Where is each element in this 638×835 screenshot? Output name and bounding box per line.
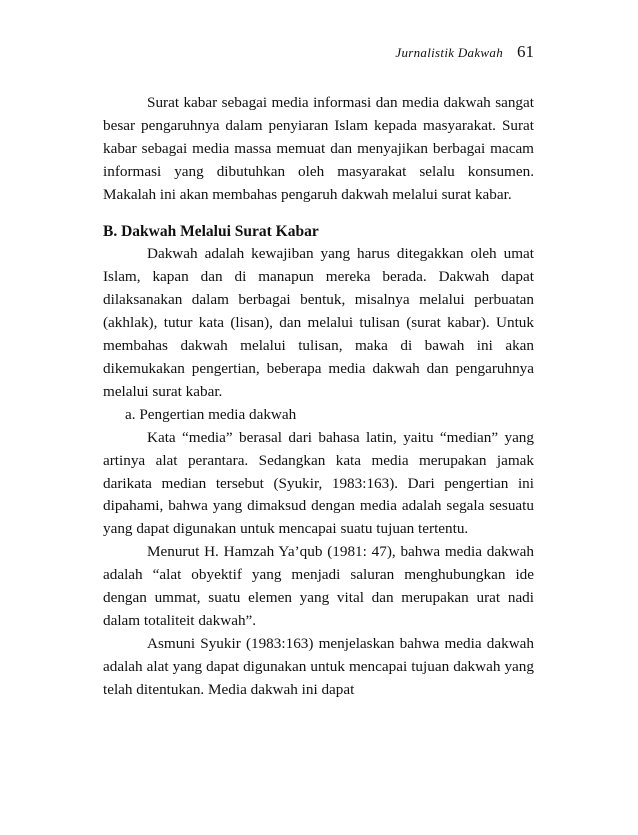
paragraph-media-definition: Kata “media” berasal dari bahasa latin, yaitu “median” yang artinya alat perantara. Sedangkan kata media merupakan jamak darikata median tersebut (Syukir, 1983:163). Dari pengertian ini dipahami, bahwa yang dimaksud dengan media adalah segala sesuatu yang dapat digunakan untuk mencapai suatu tujuan tertentu. bbox=[103, 428, 534, 538]
page-number: 61 bbox=[517, 42, 534, 61]
paragraph-intro: Surat kabar sebagai media informasi dan media dakwah sangat besar pengaruhnya dalam penyiaran Islam kepada masyarakat. Surat kabar sebagai media massa memuat dan menyajikan berbagai macam informasi yang dibutuhkan oleh masyarakat selalu konsumen. Makalah ini akan membahas pengaruh dakwah melalui surat kabar. bbox=[103, 94, 534, 203]
running-header-title: Jurnalistik Dakwah bbox=[395, 45, 503, 60]
paragraph-hamzah-yaqub: Menurut H. Hamzah Ya’qub (1981: 47), bahwa media dakwah adalah “alat obyektif yang menjadi saluran menghubungkan ide dengan ummat, suatu elemen yang vital dan merupakan urat nadi dalam totaliteit dakwah”. bbox=[103, 543, 534, 629]
page-body bbox=[103, 92, 534, 702]
paragraph-asmuni-syukir: Asmuni Syukir (1983:163) menjelaskan bahwa media dakwah adalah alat yang dapat digunakan untuk mencapai tujuan dakwah yang telah ditentukan. Media dakwah ini dapat bbox=[103, 634, 534, 698]
running-header bbox=[395, 42, 534, 62]
section-heading: B. Dakwah Melalui Surat Kabar bbox=[103, 222, 319, 240]
paragraph-dakwah: Dakwah adalah kewajiban yang harus ditegakkan oleh umat Islam, kapan dan di manapun mereka berada. Dakwah dapat dilaksanakan dalam berbagai bentuk, misalnya melalui perbuatan (akhlak), tutur kata (lisan), dan melalui tulisan (surat kabar). Untuk membahas dakwah melalui tulisan, maka di bawah ini akan dikemukakan pengertian, beberapa media dakwah dan pengaruhnya melalui surat kabar. bbox=[103, 245, 534, 400]
subsection-heading: a. Pengertian media dakwah bbox=[125, 405, 297, 423]
